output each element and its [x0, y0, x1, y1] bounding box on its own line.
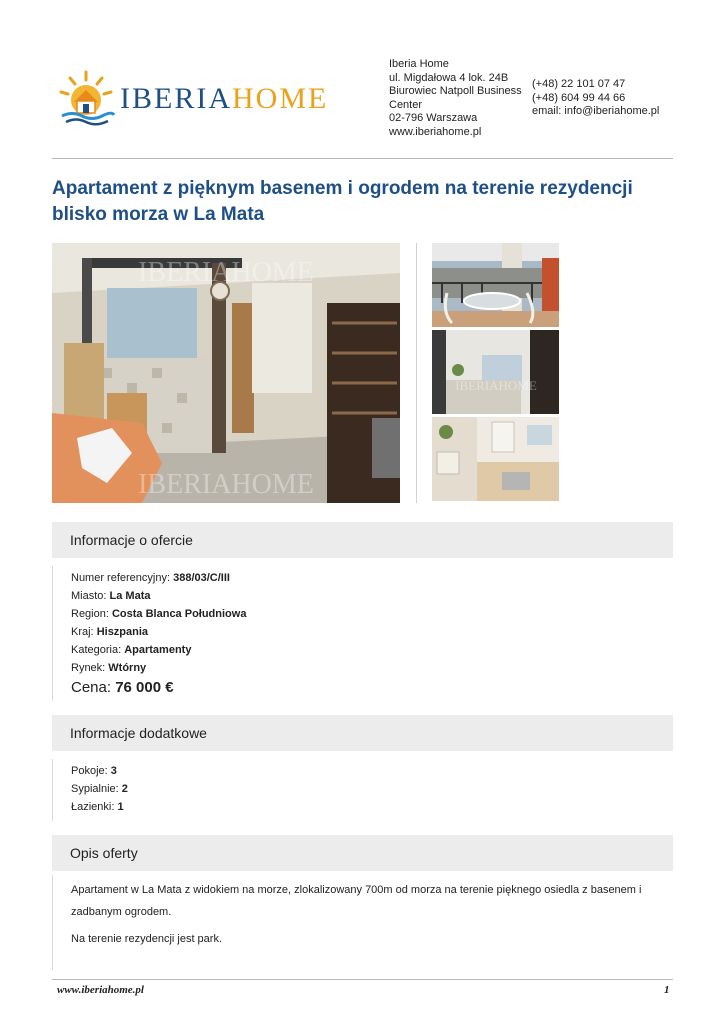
bathrooms-row: Łazienki: 1: [71, 801, 124, 813]
contact-info: [532, 78, 659, 119]
description-paragraph: Apartament w La Mata z widokiem na morze, zlokalizowany 700m od morza na terenie pięknego osiedla z basenem i zadbanym ogrodem.: [71, 884, 642, 918]
address-line: Center: [389, 98, 423, 111]
region-row: Region: Costa Blanca Południowa: [71, 608, 247, 620]
country-row: Kraj: Hiszpania: [71, 626, 149, 638]
section-header-offer-info: [52, 522, 673, 558]
photo-divider: [416, 243, 417, 503]
footer-divider: [52, 979, 673, 980]
section-header-additional-info: [52, 715, 673, 751]
thumbnail-photo-kitchen[interactable]: [432, 330, 559, 414]
watermark-text: IBERIAHOME: [455, 378, 537, 393]
page-number: 1: [664, 984, 670, 996]
page-title: Apartament z pięknym basenem i ogrodem na terenie rezydencji blisko morza w La Mata: [52, 178, 633, 225]
sun-house-icon: [56, 68, 116, 130]
phone-1[interactable]: (+48) 22 101 07 47: [532, 78, 626, 90]
address-line: 02-796 Warszawa: [389, 112, 478, 125]
company-name: Iberia Home: [389, 58, 449, 70]
section-title: Informacje dodatkowe: [70, 725, 207, 741]
offer-info-body: [52, 566, 673, 700]
watermark-text: IBERIAHOME: [138, 469, 314, 500]
rooms-row: Pokoje: 3: [71, 765, 117, 777]
logo-text: IBERIAHOME: [120, 82, 329, 115]
address-line: Biurowiec Natpoll Business: [389, 85, 522, 98]
section-header-description: [52, 835, 673, 871]
website-link[interactable]: www.iberiahome.pl: [389, 125, 482, 138]
thumbnail-photo-terrace[interactable]: [432, 243, 559, 327]
price: Cena: 76 000 €: [71, 679, 174, 696]
thumbnail-photo-interior[interactable]: [432, 417, 559, 501]
footer-url[interactable]: www.iberiahome.pl: [57, 984, 144, 996]
city-row: Miasto: La Mata: [71, 590, 151, 602]
description-body: [52, 875, 673, 970]
watermark-text: IBERIAHOME: [138, 257, 314, 288]
logo: [56, 68, 356, 130]
market-row: Rynek: Wtórny: [71, 662, 147, 674]
additional-info-body: [52, 759, 673, 821]
reference-number-row: Numer referencyjny: 388/03/C/III: [71, 572, 230, 584]
bedrooms-row: Sypialnie: 2: [71, 783, 128, 795]
section-title: Opis oferty: [70, 845, 138, 861]
description-paragraph: Na terenie rezydencji jest park.: [71, 933, 223, 945]
main-photo[interactable]: [52, 243, 400, 503]
header-divider: [52, 158, 673, 159]
company-address: [389, 58, 529, 140]
address-line: ul. Migdałowa 4 lok. 24B: [389, 71, 509, 84]
phone-2[interactable]: (+48) 604 99 44 66: [532, 91, 626, 104]
section-title: Informacje o ofercie: [70, 532, 193, 548]
category-row: Kategoria: Apartamenty: [71, 644, 192, 656]
email-link[interactable]: email: info@iberiahome.pl: [532, 105, 660, 118]
